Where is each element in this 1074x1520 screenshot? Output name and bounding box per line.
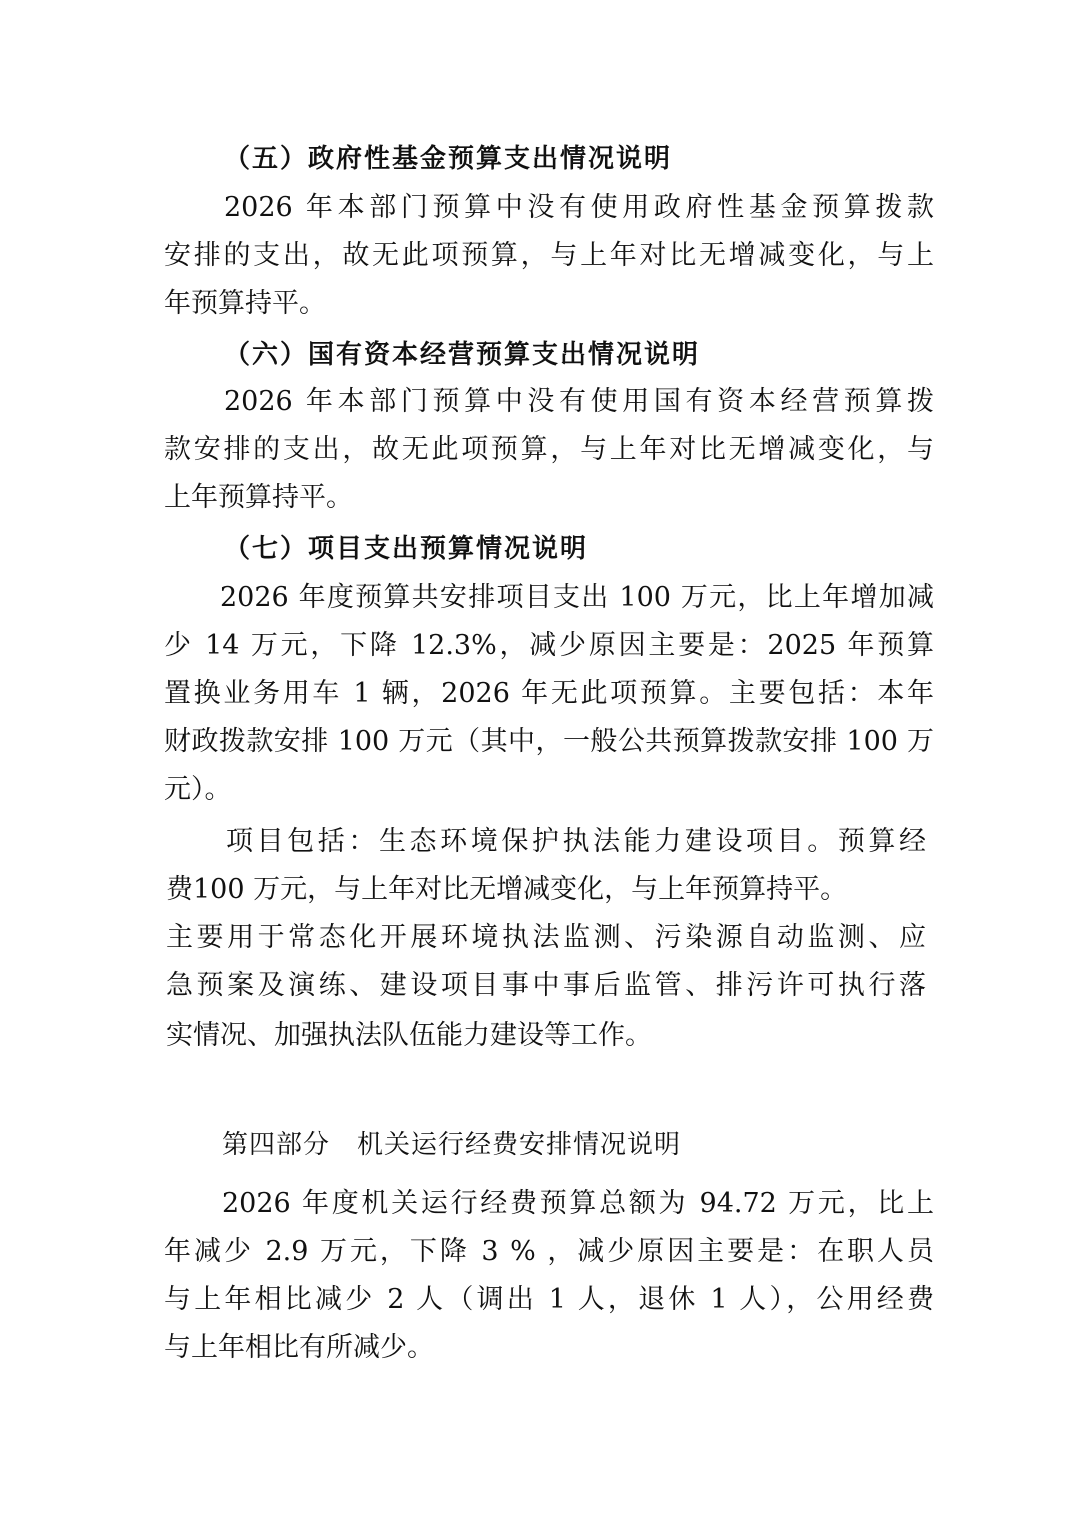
paragraph-line: 少 14 万元，下降 12.3%，减少原因主要是：2025 年预算: [164, 630, 934, 661]
section-heading-7: （七）项目支出预算情况说明: [224, 534, 589, 564]
paragraph-line: 元）。: [164, 774, 232, 805]
paragraph-line: 与上年相比减少 2 人（调出 1 人，退休 1 人），公用经费: [164, 1284, 934, 1315]
paragraph-line: 费100 万元，与上年对比无增减变化，与上年预算持平。: [166, 874, 848, 905]
paragraph-line: 项目包括：生态环境保护执法能力建设项目。预算经: [226, 826, 926, 857]
paragraph-line: 主要用于常态化开展环境执法监测、污染源自动监测、应: [166, 922, 926, 953]
paragraph-line: 置换业务用车 1 辆，2026 年无此项预算。主要包括：本年: [164, 678, 934, 709]
paragraph-line: 年减少 2.9 万元，下降 3 % ，减少原因主要是：在职人员: [164, 1236, 934, 1267]
paragraph-line: 财政拨款安排 100 万元（其中，一般公共预算拨款安排 100 万: [164, 726, 934, 757]
paragraph-line: 2026 年度机关运行经费预算总额为 94.72 万元，比上: [222, 1188, 934, 1219]
paragraph-line: 款安排的支出，故无此项预算，与上年对比无增减变化，与: [164, 434, 934, 465]
paragraph-line: 2026 年本部门预算中没有使用国有资本经营预算拨: [224, 386, 934, 417]
paragraph-line: 2026 年本部门预算中没有使用政府性基金预算拨款: [224, 192, 934, 223]
paragraph-line: 安排的支出，故无此项预算，与上年对比无增减变化，与上: [164, 240, 934, 271]
paragraph-line: 年预算持平。: [164, 288, 326, 319]
paragraph-line: 实情况、加强执法队伍能力建设等工作。: [166, 1020, 652, 1051]
section-heading-5: （五）政府性基金预算支出情况说明: [224, 144, 673, 174]
paragraph-line: 2026 年度预算共安排项目支出 100 万元，比上年增加减: [220, 582, 934, 613]
paragraph-line: 上年预算持平。: [164, 482, 353, 513]
part-heading-4: 第四部分 机关运行经费安排情况说明: [222, 1130, 682, 1160]
section-heading-6: （六）国有资本经营预算支出情况说明: [224, 340, 701, 370]
paragraph-line: 与上年相比有所减少。: [164, 1332, 434, 1363]
paragraph-line: 急预案及演练、建设项目事中事后监管、排污许可执行落: [166, 970, 926, 1001]
